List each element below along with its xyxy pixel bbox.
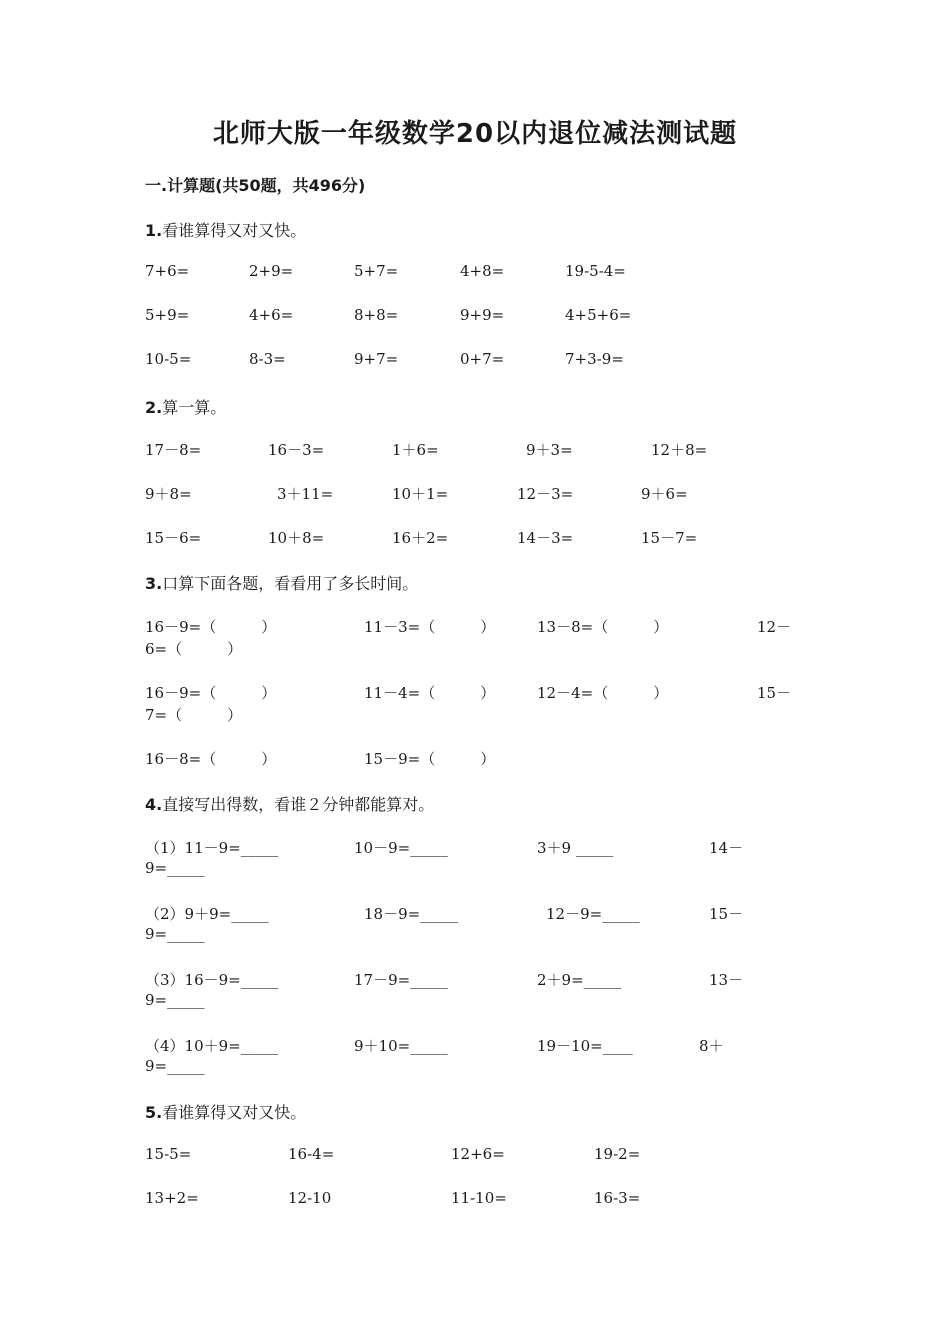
question-3-heading bbox=[145, 571, 418, 594]
problem: 10－9=_____ bbox=[354, 839, 448, 857]
problem-continued: 6=（ ） bbox=[145, 640, 243, 658]
problem: 11－3=（ ） bbox=[364, 618, 496, 636]
problem: 12－4=（ ） bbox=[537, 684, 669, 702]
problem: 15-5= bbox=[145, 1145, 192, 1163]
problem: 13－8=（ ） bbox=[537, 618, 669, 636]
problem: 11-10= bbox=[451, 1189, 507, 1207]
problem: 9+9= bbox=[460, 306, 505, 324]
problem: 10-5= bbox=[145, 350, 192, 368]
problem: 19－10=____ bbox=[537, 1037, 633, 1055]
problem: 12－9=_____ bbox=[546, 905, 640, 923]
problem: 5+9= bbox=[145, 306, 190, 324]
problem: 2+9= bbox=[249, 262, 294, 280]
question-text: 算一算。 bbox=[162, 398, 227, 417]
problem: 16－9=（ ） bbox=[145, 618, 277, 636]
problem: 14－ bbox=[709, 839, 744, 857]
problem: 9+7= bbox=[354, 350, 399, 368]
question-number: 2. bbox=[145, 398, 163, 417]
problem: 8-3= bbox=[249, 350, 286, 368]
problem: 9＋6= bbox=[641, 485, 688, 503]
problem: 16-4= bbox=[288, 1145, 335, 1163]
problem: （3）16－9=_____ bbox=[145, 971, 279, 989]
question-number: 4. bbox=[145, 795, 163, 814]
problem: （4）10＋9=_____ bbox=[145, 1037, 279, 1055]
question-number: 1. bbox=[145, 221, 163, 240]
problem: 16－3= bbox=[268, 441, 325, 459]
problem: 16-3= bbox=[594, 1189, 641, 1207]
problem: （1）11－9=_____ bbox=[145, 839, 279, 857]
problem: 18－9=_____ bbox=[364, 905, 458, 923]
problem: 17－9=_____ bbox=[354, 971, 448, 989]
problem: 4+6= bbox=[249, 306, 294, 324]
problem: 16－9=（ ） bbox=[145, 684, 277, 702]
question-text: 看谁算得又对又快。 bbox=[162, 221, 307, 240]
problem: 12-10 bbox=[288, 1189, 332, 1207]
problem: 2＋9=_____ bbox=[537, 971, 622, 989]
problem-continued: 9=_____ bbox=[145, 925, 205, 943]
problem: 5+7= bbox=[354, 262, 399, 280]
problem: 8+8= bbox=[354, 306, 399, 324]
problem-continued: 7=（ ） bbox=[145, 706, 243, 724]
problem: 4+5+6= bbox=[565, 306, 632, 324]
problem: 19-2= bbox=[594, 1145, 641, 1163]
problem: 16＋2= bbox=[392, 529, 449, 547]
question-number: 3. bbox=[145, 574, 163, 593]
problem-continued: 9=_____ bbox=[145, 859, 205, 877]
problem: 15－6= bbox=[145, 529, 202, 547]
problem: 15－ bbox=[757, 684, 792, 702]
question-5-heading bbox=[145, 1100, 306, 1123]
problem: 0+7= bbox=[460, 350, 505, 368]
question-1-heading bbox=[145, 218, 306, 241]
problem: 3＋9 _____ bbox=[537, 839, 614, 857]
problem: 15－ bbox=[709, 905, 744, 923]
problem-continued: 9=_____ bbox=[145, 1057, 205, 1075]
problem: 15－7= bbox=[641, 529, 698, 547]
problem: 12+6= bbox=[451, 1145, 505, 1163]
problem: 13－ bbox=[709, 971, 744, 989]
problem: （2）9＋9=_____ bbox=[145, 905, 269, 923]
problem: 16－8=（ ） bbox=[145, 750, 277, 768]
problem: 10＋1= bbox=[392, 485, 449, 503]
problem: 12－3= bbox=[517, 485, 574, 503]
question-text: 口算下面各题，看看用了多长时间。 bbox=[162, 574, 419, 593]
problem: 10＋8= bbox=[268, 529, 325, 547]
problem: 14－3= bbox=[517, 529, 574, 547]
question-4-heading bbox=[145, 792, 434, 815]
problem: 3＋11= bbox=[277, 485, 334, 503]
problem: 11－4=（ ） bbox=[364, 684, 496, 702]
problem: 15－9=（ ） bbox=[364, 750, 496, 768]
problem: 4+8= bbox=[460, 262, 505, 280]
section-heading: 一.计算题(共50题，共496分) bbox=[145, 176, 366, 195]
problem: 19-5-4= bbox=[565, 262, 626, 280]
question-text: 看谁算得又对又快。 bbox=[162, 1103, 307, 1122]
problem: 1＋6= bbox=[392, 441, 439, 459]
problem: 7+6= bbox=[145, 262, 190, 280]
problem: 17－8= bbox=[145, 441, 202, 459]
page-title: 北师大版一年级数学20以内退位减法测试题 bbox=[212, 119, 738, 149]
question-text: 直接写出得数，看谁２分钟都能算对。 bbox=[162, 795, 435, 814]
problem: 12－ bbox=[757, 618, 792, 636]
problem: 12＋8= bbox=[651, 441, 708, 459]
problem: 7+3-9= bbox=[565, 350, 624, 368]
question-number: 5. bbox=[145, 1103, 163, 1122]
problem: 9＋3= bbox=[526, 441, 573, 459]
problem: 9＋8= bbox=[145, 485, 192, 503]
question-2-heading bbox=[145, 395, 226, 418]
problem: 9＋10=_____ bbox=[354, 1037, 448, 1055]
problem: 13+2= bbox=[145, 1189, 199, 1207]
problem: 8＋ bbox=[699, 1037, 724, 1055]
problem-continued: 9=_____ bbox=[145, 991, 205, 1009]
